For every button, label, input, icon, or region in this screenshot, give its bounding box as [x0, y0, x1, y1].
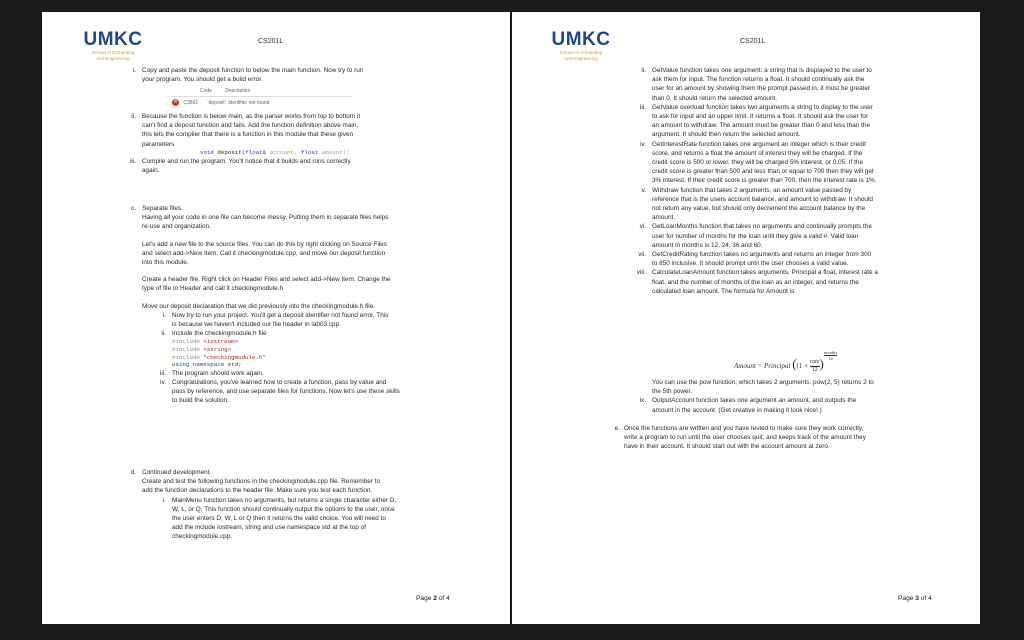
umkc-logo — [78, 30, 148, 61]
section-label: c. — [131, 205, 136, 212]
section-label: e. — [614, 425, 620, 432]
section-title: Separate files. — [142, 205, 183, 212]
list-item: iii. The program should work again. — [159, 369, 264, 377]
list-item: ix. OutputAccount function takes one argument an amount, and outputs the amount in the account. (Get creative in making it look nice!.) — [639, 397, 857, 414]
list-item: v. Withdraw function that takes 2 arguments, an amount value passed by reference that is the users account balance, and amount to withdraw. It should not return any value, but should only decrement the account balance by the amount. — [641, 186, 873, 222]
document-page-2 — [42, 12, 510, 624]
list-item: vi. GetLoanMonths function that takes no arguments and continually prompts the user for number of months for the loan until they give a valid #. Valid loan amount in months is 12, 24, 36 and 60. — [639, 223, 872, 249]
amount-formula: Amount = Principal ((1 + rate 12 ) months 12 — [734, 350, 838, 373]
document-page-3 — [512, 12, 980, 624]
list-item: viii. CalculateLoanAmount function takes arguments, Principal a float, interest rate a float, and the number of months of the loan as an integer, and returns the calculated loan amount. The formula for Amount is — [636, 269, 878, 295]
column-header-code: Code — [200, 88, 212, 94]
logo-subtitle: and Engineering — [564, 55, 598, 61]
logo-subtitle: and Engineering — [96, 55, 130, 61]
column-header-description: Description — [225, 88, 251, 94]
course-header: CS201L — [740, 38, 766, 45]
section-e: e. Once the functions are written and you have tested to make sure they work correctly, write a program to run until the user chooses quit, and keeps track of the amount they have in their account. It should start out with the account amount at zero. — [624, 424, 964, 452]
section-c: c. Separate files. Having all your code in one file can become messy. Putting them in separate files helps re-use and organization. Let's add a new file to the source files. You can do this by right clicking on Source Files and select add->New Item. Call it checkingmodule.cpp, and move our deposit function into this module. Create a header file. Right click on Header Files and select add->New Item. Change the type of file to Header and call it checkingmodule.h Move our deposit declaration that we did previously into the checkingmodule.h file. i. Now try to run your project. You'll get a deposit identifier not found error. This is because we haven't included our file header in lab03.cpp ii. Include the checkingmodule.h file #include <iostream> #include <string> #include "checkingmodule.h" using namespace std; iii. The program should work again. iv. Congratulations, you've learned how to create a function, pass by value and pass by reference, and use separate files for functions. Now let's use these skills to build the solution. — [142, 204, 482, 406]
section-b-items-cont — [129, 112, 482, 175]
list-item: i. Now try to run your project. You'll get a deposit identifier not found error. This is because we haven't included our file header in lab03.cpp — [162, 311, 389, 329]
list-item: iv. GetInterestRate function takes one argument an integer which is their credit score, and returns a float the amount of interest they will be charged. If the credit score is 500 or lower, they will be charged 5% interest. or 0.05. If the credit score is greater than 500 and less than or equal to 700 then they will get 3% interest. If their credit score is greater than 700, then the interest rate is 1%. — [640, 140, 877, 185]
list-item: vii. GetCreditRating function takes no arguments and returns an integer from 300 to 850 inclusive. It should prompt until the user chooses a valid value. — [638, 251, 872, 268]
list-item: ii. Because the function is below main, as the parser works from top to bottom it can't find a deposit function and fails. Add the function definition above main, this lets the compiler that there is a function in this module that these given parameters — [131, 113, 361, 148]
error-list-table — [172, 88, 352, 108]
page-number: Page 3 of 4 — [898, 595, 932, 602]
error-description: 'deposit': identifier not found — [207, 99, 270, 106]
umkc-logo — [546, 30, 616, 61]
list-item: ii. Include the checkingmodule.h file — [161, 330, 267, 338]
error-icon: ✕ — [173, 99, 178, 105]
logo-subtitle: School of Computing — [91, 50, 135, 55]
code-includes: #include <iostream> #include <string> #include "checkingmodule.h" using namespace std; — [172, 338, 266, 369]
list-item: ii. GetValue function takes one argument: a string that is displayed to the user to ask them for input. The function returns a float. It should continually ask the user for an amount by showing them the prompt passed in, it must be greater than 0. It should return the selected amount. — [641, 67, 872, 102]
logo-word: UMKC — [83, 29, 143, 50]
error-row — [172, 99, 352, 108]
section-label: d. — [130, 469, 136, 476]
list-item: i. MainMenu function takes no arguments, but returns a single character either D, W, L, or Q. This function should continually output the options to the user, once the user enters D, W, L or Q then it returns the valid choice. You will need to add the include iostream, string and use namespace std at the top of checkingmodule.cpp. — [162, 496, 397, 541]
list-item: i. Copy and paste the deposit function to below the main function. Now try to run your program. You should get a build error. — [132, 67, 364, 84]
logo-subtitle: School of Computing — [559, 50, 603, 55]
section-d: d. Continued development. Create and test the following functions in the checkingmodule.cpp file. Remember to add the function declarations to the header file. Make sure you test each function. i. MainMenu function takes no arguments, but returns a single character either D, W, L, or Q. This function should continually output the options to the user, once the user enters D, W, L or Q then it returns the valid choice. You will need to add the include iostream, string and use namespace std at the top of checkingmodule.cpp. — [142, 468, 482, 542]
list-item: iv. Congratulations, you've learned how to create a function, pass by value and pass by reference, and use separate files for functions. Now let's use these skills to build the solution. — [160, 379, 400, 405]
code-declaration: void deposit(float& account, float amount); — [200, 148, 350, 156]
pow-note: You can use the pow function, which takes 2 arguments. pow(2, 5) returns 2 to the 5th power. ix. OutputAccount function takes one argument an amount, and outputs the amount in the account. (Get creative in making it look nice!.) — [652, 378, 952, 415]
logo-word: UMKC — [551, 29, 611, 50]
course-header: CS201L — [258, 38, 284, 45]
list-item: iii. GetValue overload function takes two arguments a string to display to the user to ask for input and an upper limit. It returns a float. It should ask the user for an amount to withdraw. The amount must be greater than 0 and less than the argument. It should then return the selected amount. — [639, 103, 873, 139]
section-b-items — [132, 66, 482, 85]
error-code: C3861 — [183, 99, 199, 106]
section-title: Continued development. — [142, 469, 212, 476]
list-item: iii. Compile and run the program. You'll notice that it builds and runs correctly again. — [129, 157, 351, 175]
page-number: Page 2 of 4 — [416, 595, 450, 602]
section-d-items — [636, 66, 952, 296]
